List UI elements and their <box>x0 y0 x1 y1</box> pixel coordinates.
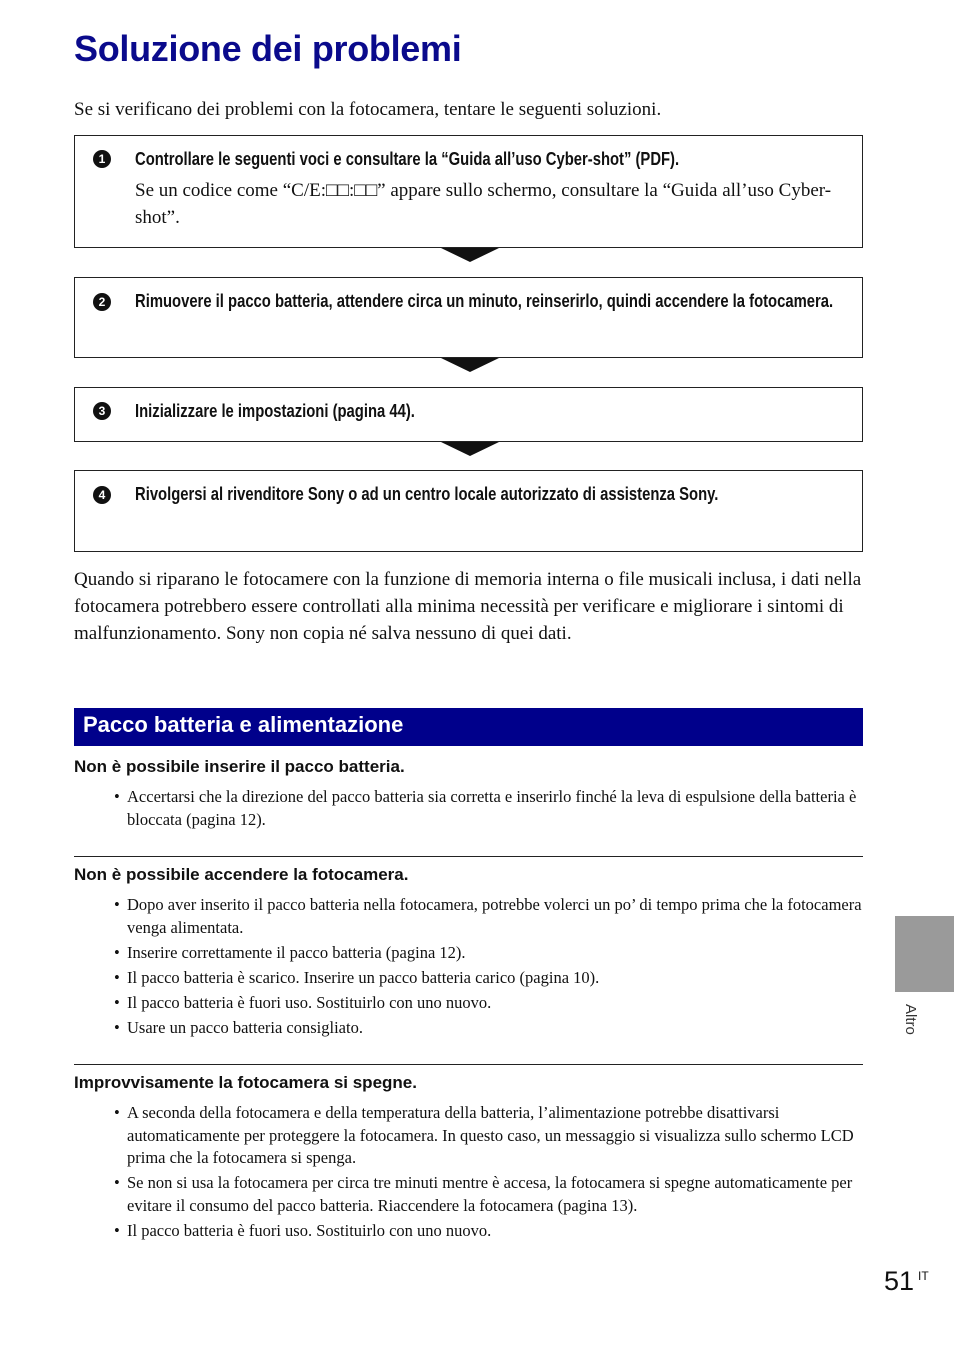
problem-list-3 <box>114 1102 866 1245</box>
list-item: • Il pacco batteria è fuori uso. Sostituirlo con uno nuovo. <box>114 992 866 1015</box>
step-number-3: 3 <box>93 402 111 420</box>
data-note: Quando si riparano le fotocamere con la funzione di memoria interna o file musicali inclusa, i dati nella fotocamera potrebbero essere controllati alla minima necessità per verificare e migliorare i sintomi di malfunzionamento. Sony non copia né salva nessuno di quei dati. <box>74 569 862 644</box>
divider <box>74 1064 863 1065</box>
problem-list-1 <box>114 786 866 834</box>
step-arrow-1 <box>441 248 499 262</box>
step-body-1: Se un codice come “C/E:□□:□□” appare sullo schermo, consultare la “Guida all’uso Cyber-shot”. <box>135 180 832 228</box>
divider <box>74 856 863 857</box>
problem-heading-3: Improvvisamente la fotocamera si spegne. <box>74 1073 417 1092</box>
problem-heading-1: Non è possibile inserire il pacco batteria. <box>74 757 405 776</box>
step-number-4: 4 <box>93 486 111 504</box>
step-arrow-2 <box>441 358 499 372</box>
page-language-suffix: IT <box>918 1269 929 1283</box>
list-item: • Il pacco batteria è scarico. Inserire un pacco batteria carico (pagina 10). <box>114 967 866 990</box>
list-item: • A seconda della fotocamera e della temperatura della batteria, l’alimentazione potrebbe disattivarsi automaticamente per proteggere la fotocamera. In questo caso, un messaggio si visualizza sullo schermo LCD prima che la fotocamera si spenga. <box>114 1102 866 1170</box>
step-box-3 <box>74 387 863 442</box>
step-box-1 <box>74 135 863 248</box>
list-item: • Dopo aver inserito il pacco batteria nella fotocamera, potrebbe volerci un po’ di tempo prima che la fotocamera venga alimentata. <box>114 894 866 939</box>
step-heading-1: Controllare le seguenti voci e consultare la “Guida all’uso Cyber-shot” (PDF). <box>135 149 680 169</box>
problem-heading-2: Non è possibile accendere la fotocamera. <box>74 865 409 884</box>
list-item: • Inserire correttamente il pacco batteria (pagina 12). <box>114 942 866 965</box>
step-heading-2: Rimuovere il pacco batteria, attendere circa un minuto, reinserirlo, quindi accendere la fotocamera. <box>135 291 834 311</box>
list-item: • Accertarsi che la direzione del pacco batteria sia corretta e inserirlo finché la leva di espulsione della batteria è bloccata (pagina 12). <box>114 786 866 831</box>
chapter-tab <box>895 916 954 992</box>
page-number <box>884 1266 929 1297</box>
step-box-4 <box>74 470 863 552</box>
step-number-2: 2 <box>93 293 111 311</box>
list-item: • Il pacco batteria è fuori uso. Sostituirlo con uno nuovo. <box>114 1220 866 1243</box>
list-item: • Usare un pacco batteria consigliato. <box>114 1017 866 1040</box>
step-number-1: 1 <box>93 150 111 168</box>
problem-list-2 <box>114 894 866 1042</box>
step-arrow-3 <box>441 442 499 456</box>
section-header <box>74 708 863 746</box>
step-box-2 <box>74 277 863 358</box>
step-heading-3: Inizializzare le impostazioni (pagina 44). <box>135 401 415 421</box>
list-item: • Se non si usa la fotocamera per circa tre minuti mentre è accesa, la fotocamera si spegne automaticamente per evitare il consumo del pacco batteria. Riaccendere la fotocamera (pagina 13). <box>114 1172 866 1217</box>
page-number-value: 51 <box>884 1266 915 1296</box>
intro-text: Se si verificano dei problemi con la fotocamera, tentare le seguenti soluzioni. <box>74 99 662 120</box>
step-heading-4: Rivolgersi al rivenditore Sony o ad un centro locale autorizzato di assistenza Sony. <box>135 484 719 504</box>
chapter-label: Altro <box>902 1004 919 1035</box>
section-title: Pacco batteria e alimentazione <box>83 712 404 737</box>
page-title: Soluzione dei problemi <box>74 28 462 69</box>
